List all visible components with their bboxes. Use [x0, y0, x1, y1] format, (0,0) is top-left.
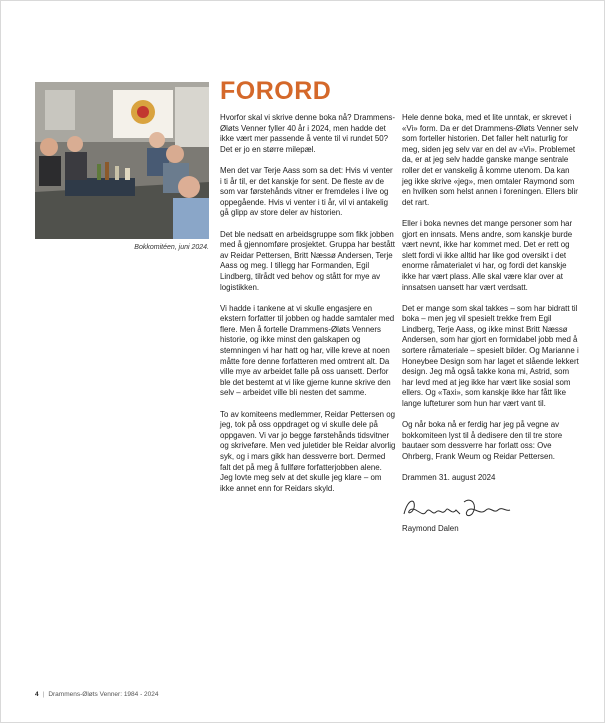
page-title: FORORD [220, 77, 332, 105]
paragraph: Men det var Terje Aass som sa det: Hvis vi venter i ti år til, er det kanskje for sent. De fleste av de som var førstehånds vitner er fremdeles i live og oppegående. Hvis vi venter i ti år, vil vi antakelig gå glipp av store deler av historien. [220, 165, 393, 218]
paragraph: Det er mange som skal takkes – som har bidratt til boka – men jeg vil spesielt trekke frem Egil Lindberg, Terje Aass, og ikke minst Britt Næssø Andersen, som har gjort en formidabel jobb med å sortere råmateriale – spesielt bilder. Og Marianne i Honeybee Design som har laget et slående lekkert design. Jeg må også takke kona mi, Astrid, som har levd med at jeg ikke har vært like sosial som ellers. Og «Taxi», som kanskje ikke har fått like lange lufteturer som hun har vært vant til. [402, 303, 579, 409]
signature-icon [402, 492, 512, 524]
right-column [402, 113, 582, 534]
photo-caption: Bokkomitéen, juni 2024. [134, 244, 209, 251]
page-number: 4 [35, 691, 39, 698]
paragraph: Det ble nedsatt en arbeidsgruppe som fikk jobben med å gjennomføre prosjektet. Gruppa har bestått av Reidar Pettersen, Britt Næssø Andersen, Terje Aass og meg. I tillegg har Formanden, Egil Lindberg, tilrådt ved behov og stått for mye av logistikken. [220, 229, 396, 292]
sign-off-date: Drammen 31. august 2024 [402, 473, 496, 483]
handwritten-signature [402, 492, 582, 524]
paragraph: Hele denne boka, med et lite unntak, er skrevet i «Vi» form. Da er det Drammens-Øløts Venner selv som forteller historien. Det faller helt naturlig for meg, siden jeg selv var en del av «Vi». Problemet da, er at jeg selv hadde ganske mange sentrale roller det er vanskelig å komme utenom. Da kan jeg ikke skrive «jeg», men omtaler Raymond som en hvilken som helst annen i foreningen. Ellers blir det rart. [402, 113, 579, 207]
committee-photo-image [35, 82, 209, 239]
sign-off-name: Raymond Dalen [402, 523, 459, 533]
committee-photo [35, 82, 209, 239]
paragraph: Og når boka nå er ferdig har jeg på vegne av bokkomiteen lyst til å dedisere den til tre store bautaer som dessverre har forlatt oss: Ove Ohrberg, Frank Weum og Reidar Pettersen. [402, 420, 563, 461]
left-column [220, 113, 396, 505]
paragraph: Vi hadde i tankene at vi skulle engasjere en ekstern forfatter til jobben og hadde samtaler med flere. Men å fortelle Drammens-Øløts Venners historie, og ikke minst den galskapen og stemningen vi har hatt og har, ville kreve at noen måtte fore denne forfatteren med omtrent alt. Da ville mye av arbeidet falle på oss uansett. Derfor ble det bestemt at vi like gjerne kunne skrive den selv – arbeidet ville bli nesten det samme. [220, 303, 395, 398]
footer-text: Drammens-Øløts Venner: 1984 - 2024 [48, 691, 159, 698]
footer-separator: | [42, 691, 45, 698]
paragraph: Eller i boka nevnes det mange personer som har gjort en innsats. Mens andre, som kanskje burde vært nevnt, ikke har kommet med. Det er rett og slett fordi vi ikke alltid har like god oversikt i det enorme råmaterialet vi har, og fordi det kanskje ikke har vært plass. Alle skal være klar over at innsatsen uansett har vært verdsatt. [402, 218, 573, 292]
paragraph: Hvorfor skal vi skrive denne boka nå? Drammens-Øløts Venner fyller 40 år i 2024, men hadde det ikke vært mer passende å vente til vi rundet 50? Det er jo en større milepæl. [220, 113, 395, 154]
paragraph: To av komiteens medlemmer, Reidar Pettersen og jeg, tok på oss oppdraget og vi skulle dele på oppgaven. Vi var jo begge førstehånds tidsvitner og skriveføre. Men ved juletider ble Reidar alvorlig syk, og i mars gikk han dessverre bort. Dermed falt det på meg å fullføre forfatterjobben alene. Jeg lovte meg selv at det skulle jeg klare – om ikke annet enn for Reidars skyld. [220, 409, 396, 493]
page-footer [35, 691, 159, 698]
